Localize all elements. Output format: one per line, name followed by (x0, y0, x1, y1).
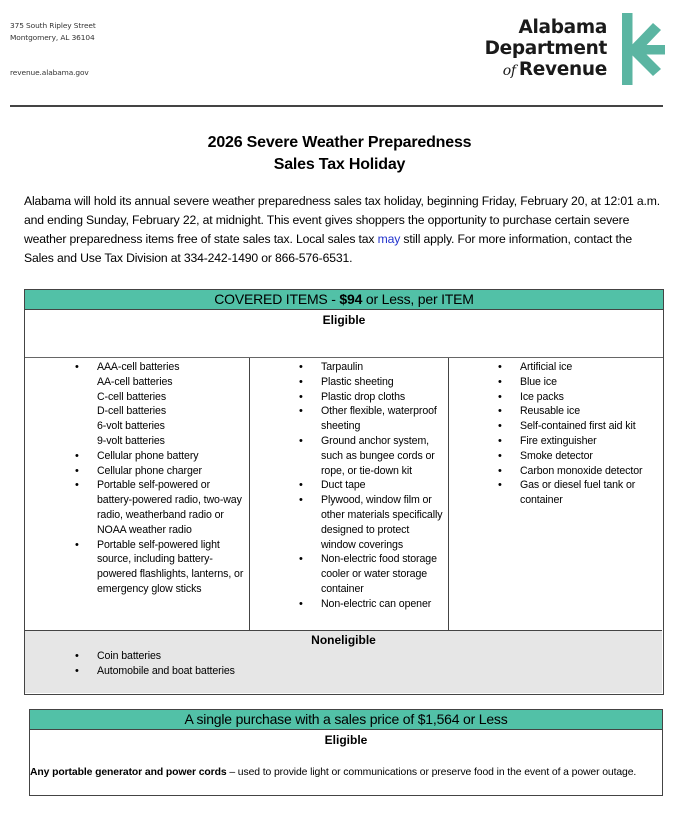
intro-text-1: Alabama will hold its annual severe weather preparedness sales tax holiday, beginning Friday, February 20, at 12:01 a.m. and ending Sunday, February 22, at midnight. This event gives shoppers the opportunity to purchase certain severe weather preparedness items free of state sales tax. Local sales tax (24, 194, 660, 246)
list-item: • Duct tape (321, 478, 446, 493)
list-item: • Other flexible, waterproof sheeting (321, 404, 446, 434)
list-item: 6-volt batteries (97, 420, 165, 433)
list-item: • Self-contained first aid kit (520, 419, 660, 434)
list-item: • Reusable ice (520, 404, 660, 419)
header-suffix: or Less, per ITEM (362, 291, 474, 307)
covered-items-header (25, 290, 663, 310)
list-item: • Ground anchor system, such as bungee cords or rope, or tie-down kit (321, 434, 446, 478)
list-item: • Gas or diesel fuel tank or container (520, 478, 660, 508)
item-list (250, 358, 448, 612)
list-item: • Cellular phone battery (97, 449, 245, 464)
list-item: • Plastic sheeting (321, 375, 446, 390)
list-item: • Smoke detector (520, 449, 660, 464)
noneligible-list (25, 649, 662, 679)
list-item: • Portable self-powered or battery-powered radio, two-way radio, weatherband radio or NOAA weather radio (97, 478, 245, 537)
column-sheeting (250, 358, 449, 630)
column-ice-safety (449, 358, 662, 630)
list-item: • Non-electric food storage cooler or water storage container (321, 552, 446, 596)
logo-line-2: Department (484, 38, 607, 59)
generator-item-bold: Any portable generator and power cords (30, 767, 227, 778)
generator-item (30, 765, 660, 780)
page-title (0, 132, 679, 176)
column-batteries (25, 358, 250, 630)
list-item: • Tarpaulin (321, 360, 446, 375)
list-item: • Fire extinguisher (520, 434, 660, 449)
list-item: AA-cell batteries (97, 375, 173, 388)
list-item: • Blue ice (520, 375, 660, 390)
covered-items-table (24, 289, 664, 695)
header-prefix: COVERED ITEMS - (214, 291, 340, 307)
list-item: C-cell batteries (97, 390, 167, 403)
header-divider (10, 105, 663, 107)
list-item: • Plywood, window film or other materials specifically designed to protect window coverings (321, 493, 446, 552)
logo-revenue: Revenue (518, 59, 607, 80)
single-purchase-header (30, 710, 662, 730)
title-line-1: 2026 Severe Weather Preparedness (207, 134, 472, 151)
address-block (10, 20, 96, 44)
address-line-2: Montgomery, AL 36104 (10, 33, 95, 42)
list-item: • Cellular phone charger (97, 464, 245, 479)
address-line-1: 375 South Ripley Street (10, 21, 96, 30)
logo-of: of (502, 63, 516, 79)
header-prefix: A single purchase with a sales price of (184, 711, 418, 727)
item-list (25, 358, 249, 597)
generator-item-desc: – used to provide light or communications or preserve food in the event of a power outage. (226, 767, 637, 778)
logo-line-3 (485, 59, 607, 82)
noneligible-item: • Coin batteries (97, 649, 662, 664)
header-amount: $1,564 (417, 711, 460, 727)
adr-star-logo-icon (618, 11, 666, 87)
single-purchase-table (29, 709, 663, 796)
list-item: • Non-electric can opener (321, 597, 446, 612)
eligible-label: Eligible (324, 733, 368, 747)
noneligible-section (25, 631, 662, 693)
title-line-2: Sales Tax Holiday (273, 156, 406, 173)
list-item: • Plastic drop cloths (321, 390, 446, 405)
intro-paragraph (24, 192, 664, 268)
list-item: 9-volt batteries (97, 434, 165, 447)
list-item: D-cell batteries (97, 405, 167, 418)
may-link[interactable]: may (377, 232, 401, 246)
website-url[interactable]: revenue.alabama.gov (10, 68, 89, 77)
eligible-row (25, 310, 663, 358)
header-suffix: or Less (459, 711, 508, 727)
noneligible-item: • Automobile and boat batteries (97, 664, 662, 679)
eligible-label: Eligible (322, 313, 366, 327)
intro-text-2: still apply. For more information, contact the Sales and Use Tax Division at 334-242-1490 or 866-576-6531. (24, 232, 633, 265)
item-list (449, 358, 662, 508)
header-amount: $94 (339, 291, 363, 307)
noneligible-label: Noneligible (311, 633, 376, 647)
list-item: • Carbon monoxide detector (520, 464, 660, 479)
logo-wordmark (485, 17, 607, 82)
list-item: • Portable self-powered light source, including battery-powered flashlights, lanterns, or emergency glow sticks (97, 538, 245, 597)
logo-line-1: Alabama (518, 17, 607, 38)
list-item: • AAA-cell batteries (97, 360, 245, 375)
list-item: • Ice packs (520, 390, 660, 405)
list-item: • Artificial ice (520, 360, 660, 375)
eligible-columns (25, 358, 662, 631)
